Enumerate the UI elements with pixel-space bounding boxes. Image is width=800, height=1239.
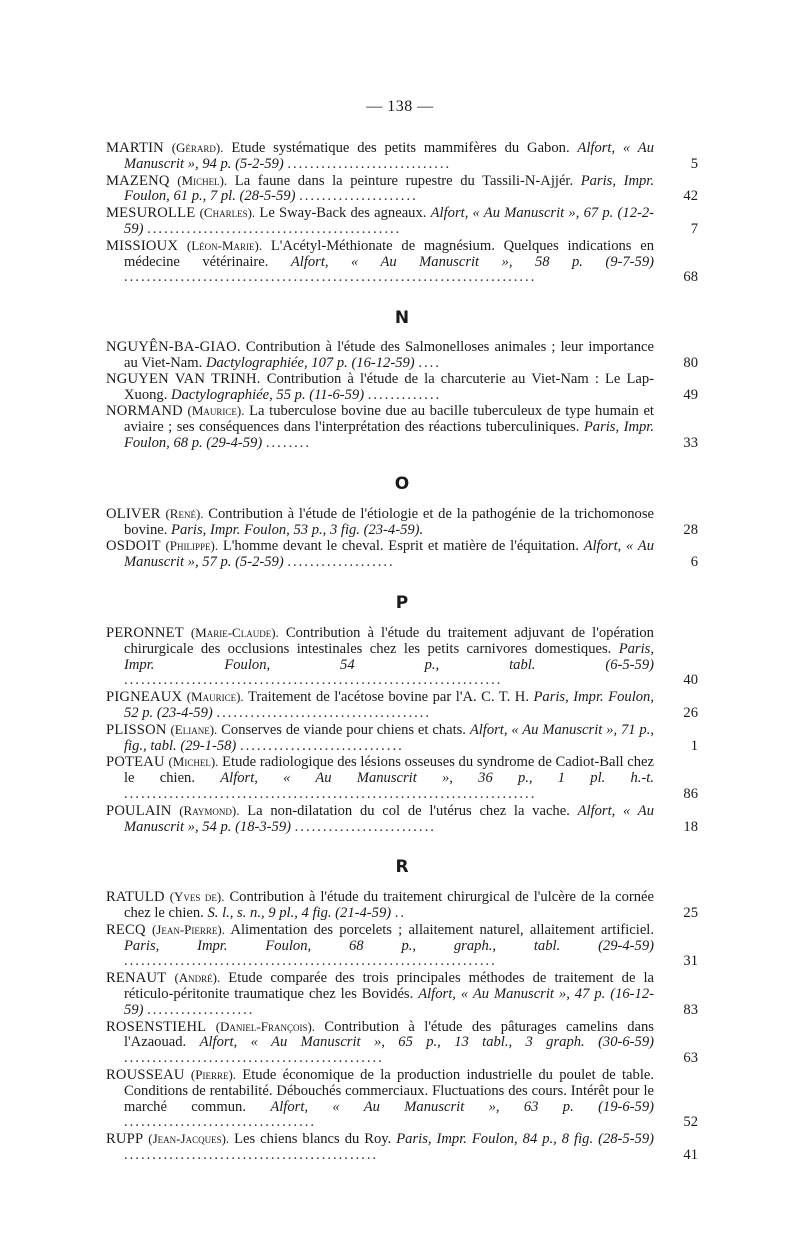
entry-author: OSDOIT <box>106 538 161 555</box>
entry-author: NGUYEN VAN TRINH. <box>106 370 261 387</box>
entry-publication-details: Alfort, « Au Manuscrit », 58 p. (9-7-59) <box>290 253 654 270</box>
entry-page-reference: 28 <box>683 521 698 538</box>
entry-author-given-name: (Eliane). <box>170 721 218 737</box>
bibliography-entry <box>106 803 698 836</box>
entry-page-reference: 68 <box>683 269 698 286</box>
section-letter-heading: P <box>395 592 409 613</box>
bibliography-entry <box>106 238 698 286</box>
entry-publication-details: Paris, Impr. Foulon, 52 p. (23-4-59) <box>124 689 654 721</box>
entry-title: L'homme devant le cheval. Esprit et matière de l'équitation. <box>222 538 584 555</box>
entry-page-reference: 25 <box>683 905 698 922</box>
bibliography-entry <box>106 922 698 970</box>
entry-author-given-name: (Jean-Jacques). <box>148 1131 230 1147</box>
entry-publication-details: Alfort, « Au Manuscrit », 63 p. (19-6-59) <box>270 1098 654 1115</box>
entry-title: Etude radiologique des lésions osseuses du syndrome de Cadiot-Ball chez le chien. <box>124 754 654 787</box>
dot-leaders: ............................. <box>239 737 404 754</box>
dot-leaders: .. <box>394 905 407 922</box>
entry-page-reference: 26 <box>683 704 698 721</box>
entry-author-given-name: (Marie-Claude). <box>190 624 279 640</box>
entry-publication-details: Paris, Impr. Foulon, 68 p., graph., tabl. (29-4-59) <box>124 937 654 954</box>
dot-leaders: ............. <box>367 386 442 403</box>
dot-leaders: ............................................. <box>124 1147 379 1164</box>
dot-leaders: ........ <box>265 434 312 451</box>
entry-author-given-name: (Gérard). <box>171 140 224 155</box>
entry-publication-details: Dactylographiée, 107 p. (16-12-59) <box>205 354 415 371</box>
dot-leaders: ...................................... <box>216 704 432 721</box>
entry-title: Conserves de viande pour chiens et chats. <box>221 721 470 738</box>
bibliography-entry <box>106 173 698 206</box>
entry-author-given-name: (Léon-Marie). <box>186 237 263 253</box>
section-letter-heading: N <box>394 308 410 329</box>
entry-page-reference: 52 <box>683 1114 698 1131</box>
entry-page-reference: 31 <box>683 953 698 970</box>
entry-author: RUPP <box>106 1131 144 1148</box>
entry-author-given-name: (Michel). <box>168 754 219 770</box>
entry-author-given-name: (Jean-Pierre). <box>151 921 225 937</box>
entry-author-given-name: (Daniel-François). <box>215 1018 316 1034</box>
entry-title: Contribution à l'étude de la charcuterie au Viet-Nam : Le Lap-Xuong. <box>124 370 654 403</box>
bibliography-entry <box>106 340 698 372</box>
entry-title: Etude systématique des petits mammifères du Gabon. <box>231 140 578 156</box>
bibliography-entry <box>106 403 698 451</box>
entry-author: NGUYÊN-BA-GIAO. <box>106 339 241 356</box>
dot-leaders: ......................................................................... <box>124 785 537 802</box>
bibliography-entry <box>106 372 698 404</box>
entry-page-reference: 80 <box>683 354 698 371</box>
dot-leaders: ................... <box>287 554 395 571</box>
entry-publication-details: S. l., s. n., 9 pl., 4 fig. (21-4-59) <box>207 905 392 922</box>
entry-publication-details: Alfort, « Au Manuscrit », 47 p. (16-12-59) <box>124 986 654 1018</box>
entry-page-reference: 41 <box>683 1147 698 1164</box>
entry-author-given-name: (Maurice). <box>186 689 244 705</box>
entry-author: MESUROLLE <box>106 205 196 222</box>
bibliography-entry <box>106 970 698 1018</box>
entry-page-reference: 18 <box>683 818 698 835</box>
entry-author-given-name: (Philippe). <box>165 538 219 554</box>
bibliography-entry <box>106 722 698 755</box>
entry-publication-details: Alfort, « Au Manuscrit », 54 p. (18-3-59) <box>124 802 655 835</box>
entry-title: La non-dilatation du col de l'utérus chez la vache. <box>247 802 578 819</box>
entry-title: L'Acétyl-Méthionate de magnésium. Quelques indications en médecine vétérinaire. <box>124 237 654 270</box>
entry-author: PIGNEAUX <box>106 689 183 706</box>
entry-author-given-name: (Charles). <box>199 205 256 221</box>
entry-author: OLIVER <box>106 505 161 522</box>
entry-author: ROUSSEAU <box>106 1067 185 1084</box>
entry-title: Traitement de l'acétose bovine par l'A. C. T. H. <box>247 689 534 706</box>
entry-author-given-name: (Michel). <box>177 172 228 188</box>
entry-author: MARTIN <box>106 140 164 156</box>
entry-page-reference: 49 <box>683 386 698 403</box>
entry-title: Alimentation des porcelets ; allaitement naturel, allaitement artificiel. <box>230 921 655 938</box>
entry-page-reference: 83 <box>683 1001 698 1018</box>
entry-page-reference: 6 <box>690 554 698 571</box>
entry-author: POTEAU <box>106 754 165 771</box>
entry-title: La faune dans la peinture rupestre du Tassili-N-Ajjér. <box>234 172 581 189</box>
entry-publication-details: Paris, Impr. Foulon, 53 p., 3 fig. (23-4-59). <box>171 521 424 538</box>
entry-publication-details: Paris, Impr. Foulon, 68 p. (29-4-59) <box>124 419 655 451</box>
entry-page-reference: 7 <box>690 220 698 237</box>
dot-leaders: ..................... <box>299 188 418 205</box>
bibliography-entry <box>106 625 698 689</box>
bibliography-list <box>106 140 698 1164</box>
entry-page-reference: 40 <box>683 672 698 689</box>
entry-title: Les chiens blancs du Roy. <box>234 1131 397 1148</box>
entry-publication-details: Alfort, « Au Manuscrit », 71 p., fig., tabl. (29-1-58) <box>124 721 654 754</box>
entry-publication-details: Paris, Impr. Foulon, 61 p., 7 pl. (28-5-59) <box>124 172 654 205</box>
entry-publication-details: Paris, Impr. Foulon, 84 p., 8 fig. (28-5-59) <box>396 1131 655 1148</box>
entry-author-given-name: (Maurice). <box>187 403 245 419</box>
bibliography-entry <box>106 140 698 173</box>
entry-author-given-name: (Yves de). <box>169 889 225 905</box>
entry-title: Etude économique de la production industrielle du poulet de table. Conditions de rentabilité. Débouchés commerciaux. Fluctuations des cours. Intérêt pour le marché commun. <box>124 1067 655 1115</box>
entry-page-reference: 5 <box>690 155 698 172</box>
entry-author: PLISSON <box>106 721 167 738</box>
entry-author: NORMAND <box>106 403 183 420</box>
entry-author: POULAIN <box>106 802 172 819</box>
entry-author: MAZENQ <box>106 172 170 189</box>
entry-author-given-name: (André). <box>174 970 221 986</box>
entry-publication-details: Alfort, « Au Manuscrit », 67 p. (12-2-59) <box>124 205 655 237</box>
entry-publication-details: Dactylographiée, 55 p. (11-6-59) <box>171 386 365 403</box>
bibliography-entry <box>106 889 698 922</box>
entry-author: PERONNET <box>106 624 184 641</box>
entry-title: Contribution à l'étude du traitement chirurgical de l'ulcère de la cornée chez le chien. <box>124 889 654 922</box>
entry-page-reference: 63 <box>683 1050 698 1067</box>
bibliography-entry <box>106 1019 698 1067</box>
entry-title: Contribution à l'étude de l'étiologie et de la pathogénie de la trichomonose bovine. <box>124 505 654 538</box>
entry-author-given-name: (Raymond). <box>179 802 240 818</box>
entry-publication-details: Alfort, « Au Manuscrit », 94 p. (5-2-59) <box>124 140 654 172</box>
bibliography-entry <box>106 1067 698 1131</box>
entry-author-given-name: (Pierre). <box>190 1067 237 1083</box>
entry-author-given-name: (René). <box>165 505 204 521</box>
bibliography-entry <box>106 538 698 571</box>
bibliography-entry <box>106 506 698 539</box>
entry-publication-details: Alfort, « Au Manuscrit », 36 p., 1 pl. h.-t. <box>220 770 654 787</box>
entry-publication-details: Alfort, « Au Manuscrit », 57 p. (5-2-59) <box>124 538 654 571</box>
entry-page-reference: 42 <box>683 188 698 205</box>
dot-leaders: ............................. <box>287 155 452 172</box>
bibliography-entry <box>106 689 698 722</box>
dot-leaders: .............................................. <box>124 1050 384 1067</box>
dot-leaders: .... <box>418 354 441 371</box>
entry-author: ROSENSTIEHL <box>106 1018 207 1035</box>
bibliography-entry <box>106 205 698 238</box>
entry-author: RATULD <box>106 889 165 906</box>
dot-leaders: ............................................. <box>147 220 402 237</box>
entry-publication-details: Paris, Impr. Foulon, 54 p., tabl. (6-5-59) <box>124 640 654 673</box>
entry-author: RENAUT <box>106 970 167 987</box>
dot-leaders: .................................. <box>124 1114 317 1131</box>
dot-leaders: ................................................................... <box>124 672 503 689</box>
entry-title: Contribution à l'étude des pâturages camelins dans l'Azaouad. <box>124 1018 654 1051</box>
entry-page-reference: 33 <box>683 434 698 451</box>
entry-page-reference: 1 <box>690 737 698 754</box>
dot-leaders: ................... <box>147 1001 255 1018</box>
entry-title: La tuberculose bovine due au bacille tuberculeux de type humain et aviaire ; ses conséquences dans l'interprétation des réactions tuberculiniques. <box>124 403 654 436</box>
dot-leaders: ......................................................................... <box>124 269 537 286</box>
entry-title: Etude comparée des trois principales méthodes de traitement de la réticulo-péritonite traumatique chez les Bovidés. <box>124 970 654 1003</box>
entry-author: MISSIOUX <box>106 237 179 254</box>
dot-leaders: .................................................................. <box>124 953 497 970</box>
section-letter-heading: R <box>395 857 409 878</box>
entry-title: Contribution à l'étude des Salmonelloses animales ; leur importance au Viet-Nam. <box>124 339 654 371</box>
entry-title: Contribution à l'étude du traitement adjuvant de l'opération chirurgicale des occlusions intestinales chez les petits carnivores domestiques. <box>124 624 654 657</box>
entry-title: Le Sway-Back des agneaux. <box>259 205 431 222</box>
entry-page-reference: 86 <box>683 785 698 802</box>
page-number: — 138 — <box>366 98 434 115</box>
entry-publication-details: Alfort, « Au Manuscrit », 65 p., 13 tabl., 3 graph. (30-6-59) <box>199 1034 654 1051</box>
section-letter-heading: O <box>394 473 410 494</box>
bibliography-entry <box>106 754 698 802</box>
dot-leaders: ......................... <box>294 818 436 835</box>
entry-author: RECQ <box>106 921 146 938</box>
bibliography-entry <box>106 1131 698 1164</box>
